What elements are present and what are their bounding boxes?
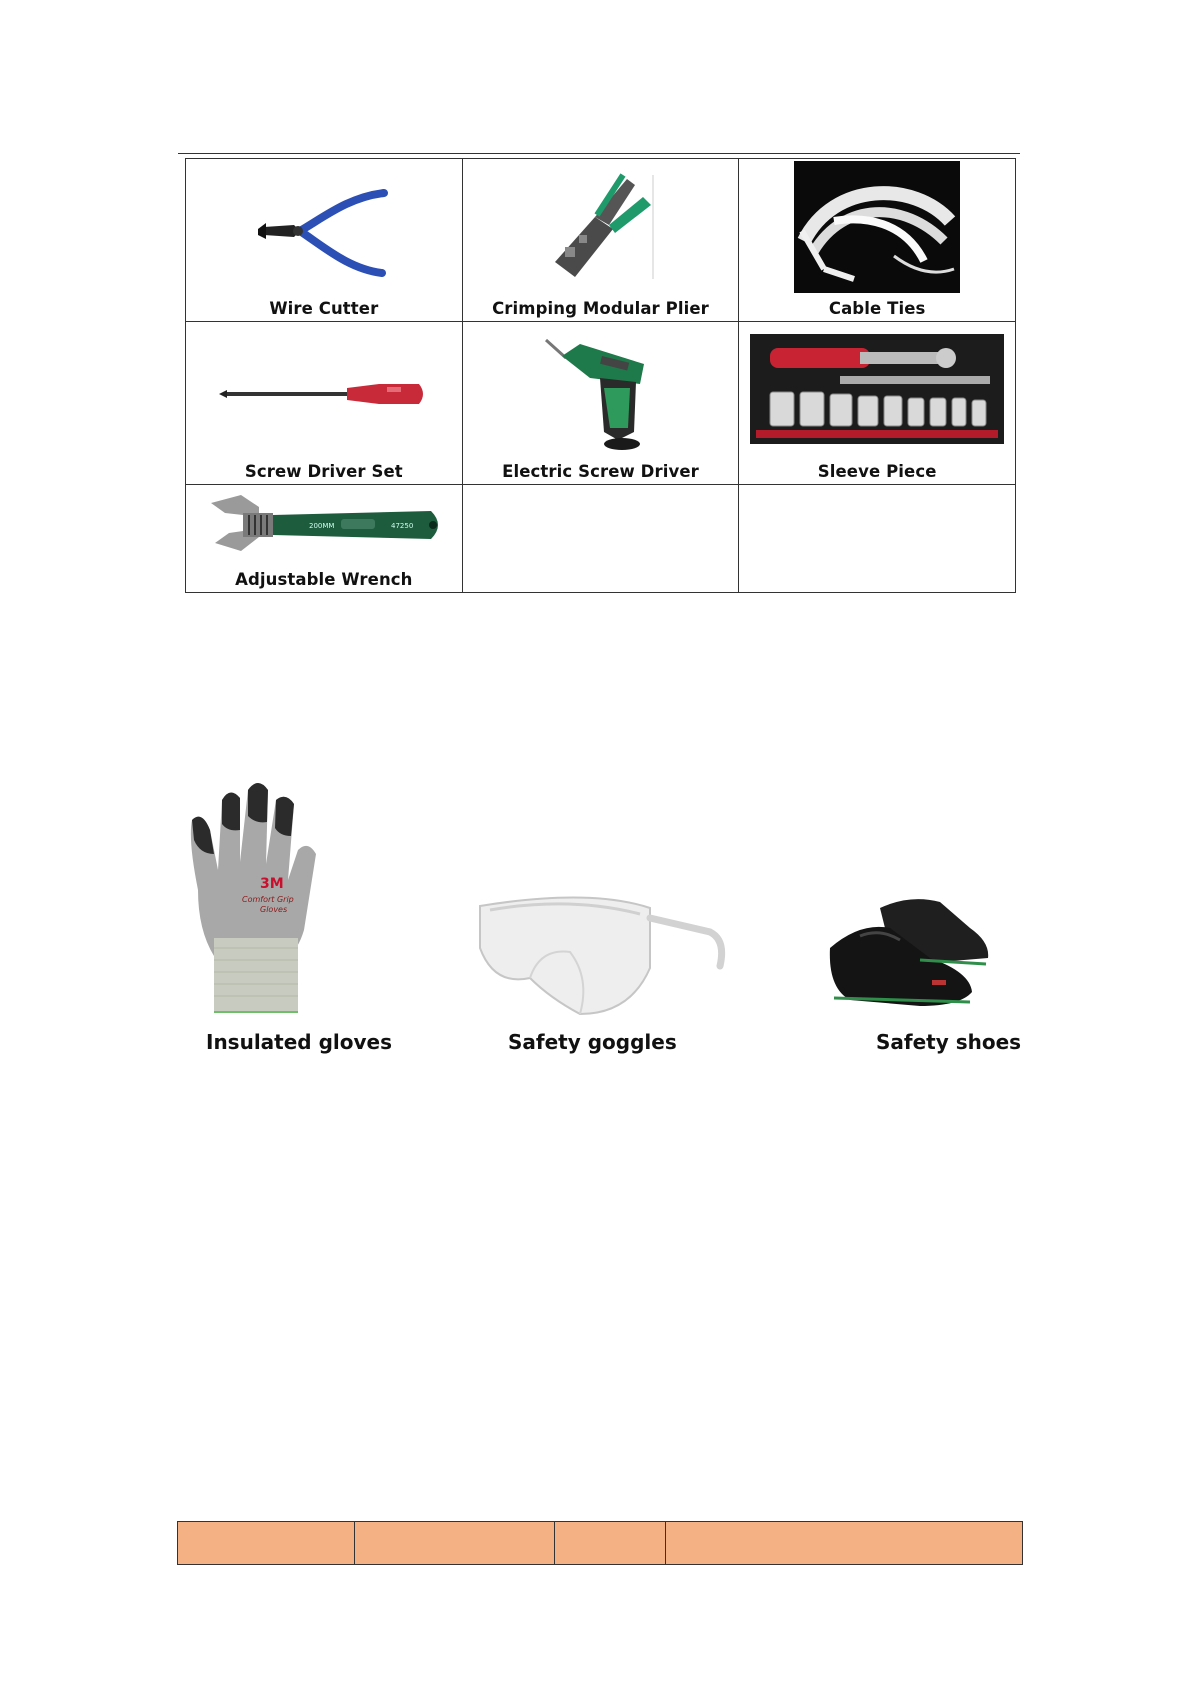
tool-label: Adjustable Wrench [235,570,413,589]
ppe-label: Safety goggles [508,1030,677,1054]
tool-cell-adjustable-wrench [186,485,463,593]
tool-label: Cable Ties [828,299,926,318]
wrench-engraving-size: 200MM [308,522,335,530]
adjustable-wrench-icon [201,493,447,559]
tools-table [185,158,1016,593]
glove-gloves-text: Gloves [260,905,288,914]
goggles-icon [470,888,730,1028]
crimping-plier-icon [535,167,665,287]
tool-label: Wire Cutter [269,299,379,318]
ppe-label: Safety shoes [876,1030,1022,1054]
tool-cell-screwdriver [186,322,463,485]
ppe-item-goggles [470,888,730,1054]
cable-ties-icon [794,161,960,293]
wire-cutter-icon [254,187,394,277]
top-rule [178,153,1020,154]
tool-label: Sleeve Piece [817,462,937,481]
wrench-engraving-code: 47250 [390,522,414,530]
tool-cell-empty [739,485,1016,593]
tool-cell-crimping-plier [462,159,739,322]
tool-label: Crimping Modular Plier [492,299,709,318]
screwdriver-icon [219,374,429,414]
glove-icon [178,770,328,1020]
footer-table [177,1521,1023,1565]
footer-cell [666,1522,1023,1565]
safety-shoes-icon [820,888,1000,1028]
ppe-label: Insulated gloves [206,1030,392,1054]
electric-screwdriver-icon [540,328,660,454]
tool-cell-wire-cutter [186,159,463,322]
footer-cell [355,1522,555,1565]
tool-cell-empty [462,485,739,593]
footer-cell [555,1522,666,1565]
tool-cell-cable-ties [739,159,1016,322]
footer-cell [178,1522,355,1565]
tool-cell-sleeve-piece [739,322,1016,485]
glove-brand-text: 3M [260,876,284,892]
socket-set-icon [750,334,1004,444]
tool-label: Screw Driver Set [244,462,403,481]
tool-label: Electric Screw Driver [502,462,699,481]
tool-cell-electric-screwdriver [462,322,739,485]
ppe-item-shoes [820,888,1022,1054]
ppe-item-gloves [178,770,392,1054]
glove-comfort-text: Comfort Grip [242,895,294,904]
ppe-section [0,770,1190,1070]
